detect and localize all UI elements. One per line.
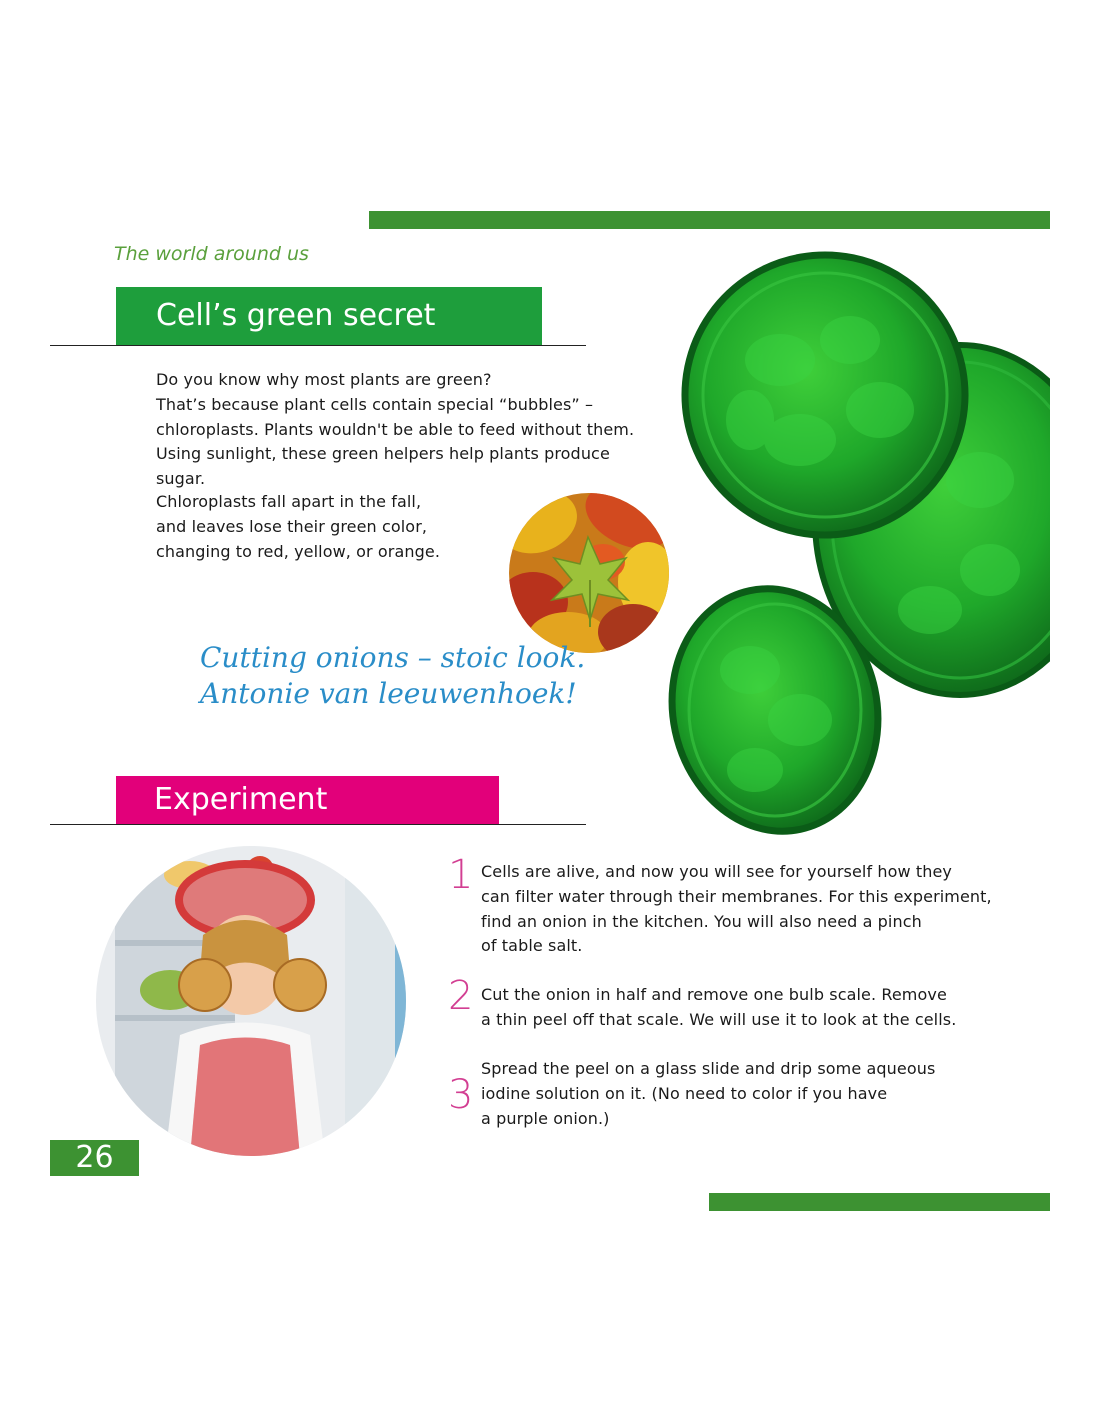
text-line: find an onion in the kitchen. You will also need a pinch [481,911,922,931]
bottom-accent-bar [709,1193,1050,1211]
text-line: iodine solution on it. (No need to color if you have [481,1083,888,1103]
step-number-1: 1 [448,852,474,898]
quote-line-1: Cutting onions – stoic look. [200,641,586,674]
cells-paragraph-2 [156,490,496,564]
cells-heading: Cell’s green secret [116,287,542,345]
section-label: The world around us [114,243,309,265]
experiment-heading-rule [50,824,586,825]
top-accent-bar [369,211,1050,229]
text-line: Cells are alive, and now you will see for yourself how they [481,862,952,881]
experiment-heading: Experiment [116,776,499,824]
cells-paragraph-1 [156,368,656,492]
step-2-text [481,983,1001,1033]
text-line: of table salt. [481,936,583,956]
text-line: Cut the onion in half and remove one bulb scale. Remove [481,985,947,1004]
step-1-text [481,860,1001,959]
step-number-2: 2 [448,973,474,1019]
step-3-text [481,1057,1001,1131]
text-line: Using sunlight, these green helpers help plants produce sugar. [156,444,610,489]
cells-heading-rule [50,345,586,346]
quote [200,640,600,712]
text-line: Do you know why most plants are green? [156,370,492,389]
step-number-3: 3 [448,1072,474,1118]
text-line: chloroplasts. Plants wouldn't be able to feed without them. [156,419,635,439]
text-line: can filter water through their membranes. For this experiment, [481,886,992,906]
autumn-leaves-image [508,492,670,654]
page-number: 26 [50,1140,139,1176]
quote-line-2: Antonie van leeuwenhoek! [200,677,577,710]
text-line: and leaves lose their green color, [156,516,428,536]
text-line: Spread the peel on a glass slide and drip some aqueous [481,1059,936,1078]
text-line: changing to red, yellow, or orange. [156,541,441,561]
text-line: That’s because plant cells contain special “bubbles” – [156,394,594,414]
text-line: a thin peel off that scale. We will use it to look at the cells. [481,1009,957,1029]
text-line: a purple onion.) [481,1108,610,1128]
text-line: Chloroplasts fall apart in the fall, [156,492,422,511]
girl-with-onions-photo [95,845,407,1157]
plant-cells-illustration [660,250,1050,840]
